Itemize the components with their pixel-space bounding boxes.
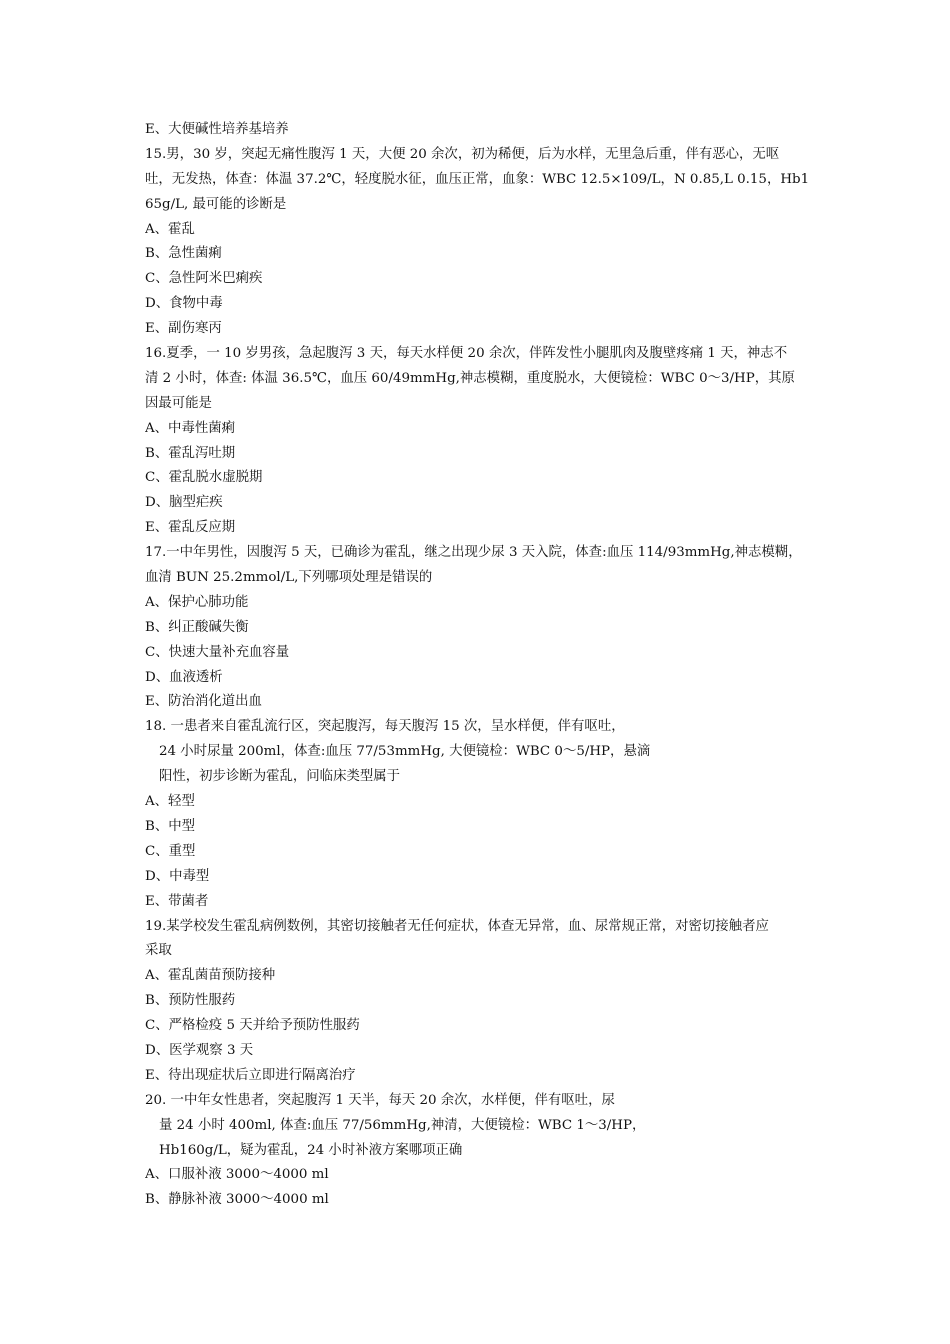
- text-line: 量 24 小时 400ml, 体查:血压 77/56mmHg,神清，大便镜检：WBC 1～3/HP，: [159, 1117, 646, 1133]
- text-line: B、中型: [145, 818, 196, 834]
- text-line: E、待出现症状后立即进行隔离治疗: [145, 1067, 356, 1083]
- text-line: 血清 BUN 25.2mmol/L,下列哪项处理是错误的: [145, 570, 433, 586]
- text-line: 19.某学校发生霍乱病例数例，其密切接触者无任何症状，体查无异常，血、尿常规正常，对密切接触者应: [145, 918, 769, 934]
- text-line: 采取: [145, 943, 172, 959]
- text-line: 17.一中年男性，因腹泻 5 天，已确诊为霍乱，继之出现少尿 3 天入院，体查:血压 114/93mmHg,神志模糊，: [145, 545, 802, 561]
- text-line: 吐，无发热，体查：体温 37.2℃，轻度脱水征，血压正常，血象：WBC 12.5×109/L，N 0.85,L 0.15，Hb1: [145, 171, 810, 187]
- text-line: 20. 一中年女性患者，突起腹泻 1 天半，每天 20 余次，水样便，伴有呕吐，尿: [145, 1092, 615, 1108]
- text-line: 16.夏季，一 10 岁男孩，急起腹泻 3 天，每天水样便 20 余次，伴阵发性小腿肌肉及腹壁疼痛 1 天，神志不: [145, 346, 788, 362]
- text-line: A、霍乱: [145, 221, 195, 237]
- text-line: A、中毒性菌痢: [145, 420, 236, 436]
- text-line: B、预防性服药: [145, 993, 236, 1009]
- text-line: C、重型: [145, 843, 196, 859]
- text-line: D、中毒型: [145, 868, 210, 884]
- text-line: C、急性阿米巴痢疾: [145, 271, 263, 287]
- text-line: 65g/L, 最可能的诊断是: [145, 196, 287, 212]
- text-line: D、脑型疟疾: [145, 495, 223, 511]
- text-line: 因最可能是: [145, 395, 212, 411]
- text-line: B、静脉补液 3000～4000 ml: [145, 1192, 329, 1208]
- text-line: A、霍乱菌苗预防接种: [145, 968, 276, 984]
- text-line: Hb160g/L，疑为霍乱，24 小时补液方案哪项正确: [159, 1142, 463, 1158]
- text-line: B、霍乱泻吐期: [145, 445, 236, 461]
- text-line: D、食物中毒: [145, 296, 223, 312]
- text-line: E、副伤寒丙: [145, 321, 222, 337]
- text-line: B、急性菌痢: [145, 246, 222, 262]
- text-line: C、快速大量补充血容量: [145, 644, 290, 660]
- text-line: D、医学观察 3 天: [145, 1042, 254, 1058]
- text-line: C、霍乱脱水虚脱期: [145, 470, 263, 486]
- text-line: 15.男，30 岁，突起无痛性腹泻 1 天，大便 20 余次，初为稀便，后为水样，无里急后重，伴有恶心，无呕: [145, 146, 780, 162]
- text-line: 24 小时尿量 200ml，体查:血压 77/53mmHg, 大便镜检：WBC 0～5/HP，悬滴: [159, 744, 651, 760]
- text-line: E、带菌者: [145, 893, 209, 909]
- text-line: 清 2 小时，体查: 体温 36.5℃，血压 60/49mmHg,神志模糊，重度脱水，大便镜检：WBC 0～3/HP，其原: [145, 370, 795, 386]
- text-line: D、血液透析: [145, 669, 223, 685]
- text-line: A、轻型: [145, 794, 195, 810]
- text-line: 18. 一患者来自霍乱流行区，突起腹泻，每天腹泻 15 次，呈水样便，伴有呕吐，: [145, 719, 625, 735]
- text-line: 阳性，初步诊断为霍乱，问临床类型属于: [159, 769, 401, 785]
- text-line: B、纠正酸碱失衡: [145, 619, 249, 635]
- text-line: E、大便碱性培养基培养: [145, 122, 289, 137]
- document-page: [145, 118, 815, 1213]
- text-line: E、霍乱反应期: [145, 520, 236, 536]
- text-line: A、口服补液 3000～4000 ml: [145, 1167, 329, 1183]
- text-line: A、保护心肺功能: [145, 594, 249, 610]
- text-line: C、严格检疫 5 天并给予预防性服药: [145, 1018, 360, 1034]
- text-line: E、防治消化道出血: [145, 694, 262, 710]
